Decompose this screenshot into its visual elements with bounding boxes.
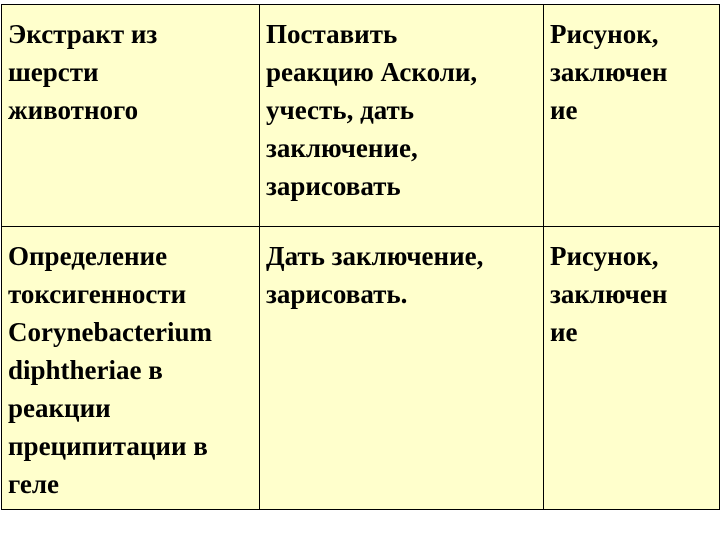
table-cell-task: Дать заключение, зарисовать. xyxy=(260,227,544,510)
table-cell-material: Экстракт из шерсти животного xyxy=(2,5,260,227)
table-cell-material: Определение токсигенности Corynebacterium diphtheriae в реакции преципитации в геле xyxy=(2,227,260,510)
table-cell-task: Поставить реакцию Асколи, учесть, дать заключение, зарисовать xyxy=(260,5,544,227)
table-row xyxy=(2,5,720,227)
table-cell-result: Рисунок, заключен ие xyxy=(544,227,720,510)
table-row xyxy=(2,227,720,510)
procedure-table xyxy=(1,4,720,510)
table-cell-result: Рисунок, заключен ие xyxy=(544,5,720,227)
